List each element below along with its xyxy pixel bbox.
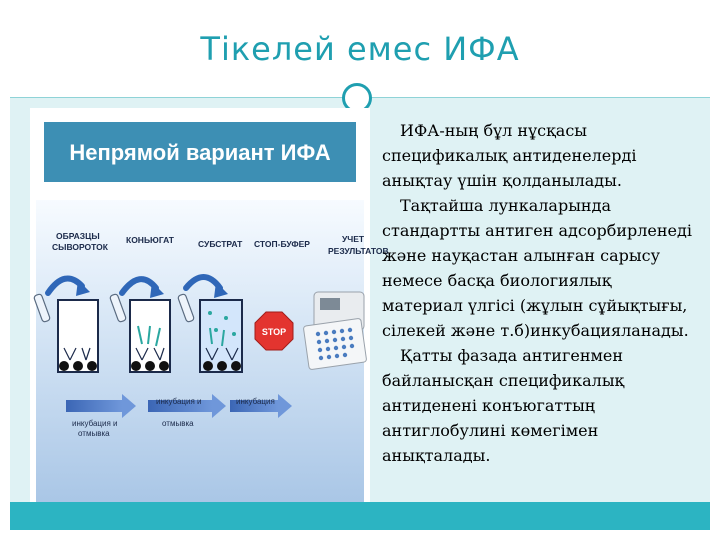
- paragraph-1: [382, 118, 692, 193]
- elisa-diagram: [30, 108, 389, 508]
- diagram-header-text: Непрямой вариант ИФА: [69, 140, 331, 165]
- arrow2-label-line1: инкубация и: [156, 397, 202, 406]
- paragraph-2: [382, 193, 692, 343]
- arrow3-label-line1: инкубация: [236, 397, 275, 406]
- paragraph-3-text: Қатты фазада антигенмен байланысқан спецификалық антиденені конъюгаттың антиглобулині көмегімен анықталады.: [382, 346, 625, 465]
- arrow2-label-line2: отмывка: [162, 419, 194, 428]
- label-samples-line2: СЫВОРОТОК: [52, 242, 108, 252]
- stop-sign-text: STOP: [261, 327, 287, 337]
- slide-title: Тікелей емес ИФА: [200, 30, 520, 68]
- label-stop-buffer: СТОП-БУФЕР: [254, 239, 310, 249]
- well-2: [130, 300, 170, 372]
- well-3: [200, 300, 242, 372]
- paragraph-1-text: ИФА-ның бұл нұсқасы спецификалық антиденелерді анықтау үшін қолданылады.: [382, 121, 637, 190]
- paragraph-2-text: Тақтайша лункаларында стандартты антиген адсорбирленеді және науқастан алынған сарысу немесе басқа биологиялық материал үлгісі (жұлын сұйықтығы, сілекей және т.б)инкубацияланады.: [382, 196, 692, 340]
- elisa-diagram-image: [30, 108, 389, 508]
- paragraph-3: [382, 343, 692, 468]
- label-substrate: СУБСТРАТ: [198, 239, 243, 249]
- arrow1-label-line1: инкубация и: [72, 419, 118, 428]
- label-results-line2: РЕЗУЛЬТАТОВ: [328, 246, 389, 256]
- bottom-accent-bar: [10, 502, 710, 530]
- label-samples-line1: ОБРАЗЦЫ: [56, 231, 100, 241]
- well-1: [58, 300, 98, 372]
- label-results-line1: УЧЕТ: [342, 234, 365, 244]
- body-text: [382, 118, 692, 468]
- arrow1-label-line2: отмывка: [78, 429, 110, 438]
- label-conjugate: КОНЬЮГАТ: [126, 235, 175, 245]
